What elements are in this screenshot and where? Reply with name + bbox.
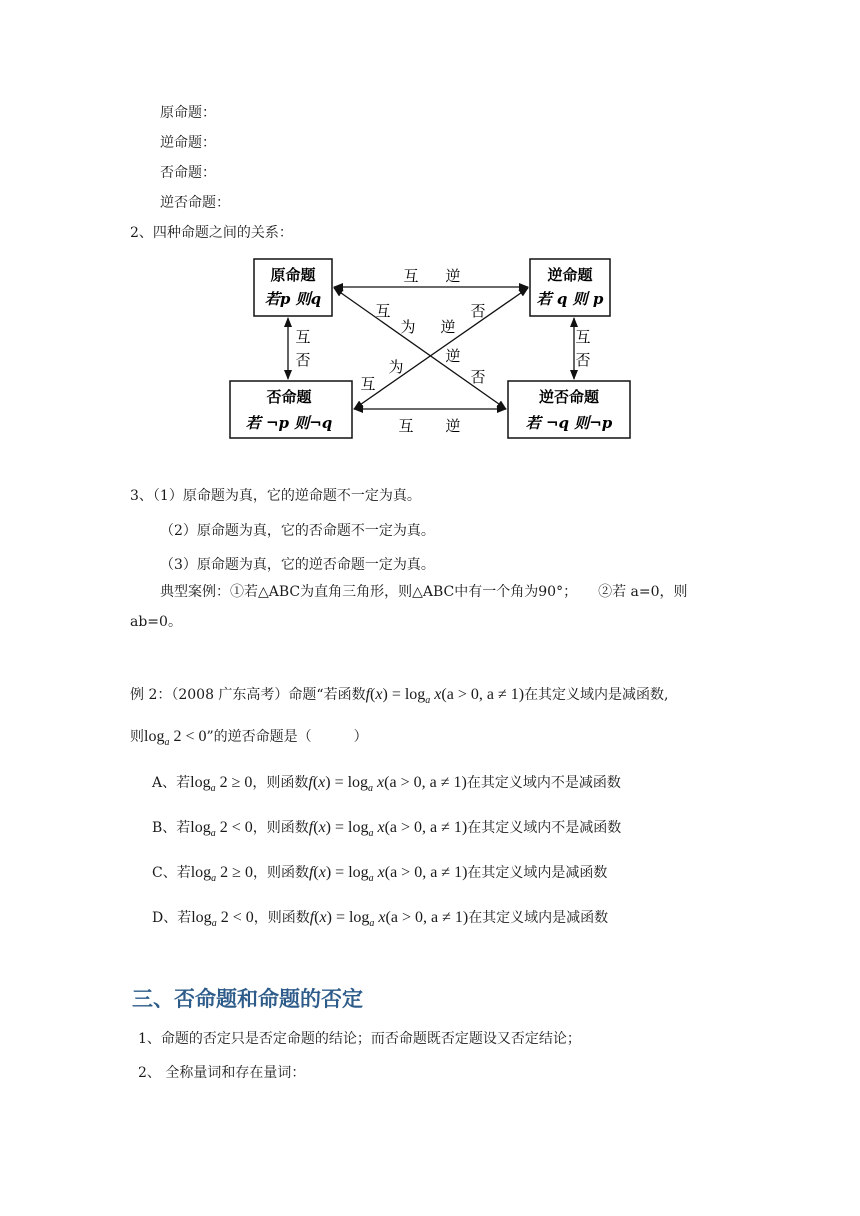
box-contrapositive-title: 逆否命题 [538,388,600,406]
option-b-func: $f(x) = \log_a x$ [308,819,385,839]
label-left-fou: 否 [295,351,311,369]
option-d-cond: (a > 0, a ≠ 1) [385,909,469,926]
label-right-fou: 否 [575,351,591,369]
example-suffix: 在其定义域内是减函数, [524,687,669,703]
option-d-label: D、若 [152,910,192,926]
example-line2 [130,727,368,753]
option-d-end: 在其定义域内是减函数 [468,910,609,926]
label-diag-wei-1: 为 [400,318,416,336]
option-b-end: 在其定义域内不是减函数 [467,820,622,836]
truth-item-2: （2）原命题为真，它的否命题不一定为真。 [160,523,435,539]
truth-item-3: （3）原命题为真，它的逆否命题一定为真。 [160,557,435,573]
box-contrapositive-expr: 若 ¬q 则¬p [525,414,613,432]
label-bottom-ni: 逆 [445,417,461,435]
option-b-log: $\log_a 2$ [190,819,232,839]
box-original-title: 原命题 [270,266,316,284]
example-log-ineq: $\log_a 2 < 0$ [144,728,207,748]
option-c-ineq: ≥ 0 [232,864,253,881]
option-d [152,908,608,934]
option-c-func: $f(x) = \log_a x$ [308,864,385,884]
option-a-ineq: ≥ 0 [231,774,253,791]
box-original-expr: 若p 则q [264,290,322,308]
label-diag-wei-2: 为 [388,358,404,376]
section-heading: 三、否命题和命题的否定 [132,987,363,1011]
option-d-mid: ，则函数 [253,910,310,926]
option-a-end: 在其定义域内不是减函数 [466,775,621,791]
option-a-mid: ，则函数 [252,775,309,791]
label-left-hu: 互 [295,328,311,346]
option-b [152,818,621,844]
option-a-log: $\log_a 2$ [190,774,232,794]
example-line1 [130,685,669,711]
option-a-func: $f(x) = \log_a x$ [308,774,385,794]
option-d-func: $f(x) = \log_a x$ [309,909,386,929]
box-inverse-title: 否命题 [266,388,312,406]
box-converse-title: 逆命题 [547,266,593,284]
def-contrapositive: 逆否命题： [160,195,230,211]
example-line2-prefix: 则 [130,729,144,745]
typical-case-line2: ab=0。 [130,614,182,630]
option-a [152,773,621,799]
box-converse-expr: 若 q 则 p [536,290,604,308]
typical-case-line1: 典型案例：①若△ABC为直角三角形，则△ABC中有一个角为90°； ②若 a=0，则 [160,584,688,600]
label-top-hu: 互 [403,267,419,285]
negation-note-2: 2、 全称量词和存在量词： [138,1065,306,1081]
option-a-label: A、若 [152,775,191,791]
option-c-log: $\log_a 2$ [190,864,233,884]
label-diag-fou-2: 否 [470,368,486,386]
label-right-hu: 互 [575,328,591,346]
option-d-ineq: < 0 [232,909,254,926]
example-function: $f(x) = \log_a x$ [365,686,442,706]
option-c-end: 在其定义域内是减函数 [467,865,608,881]
label-diag-fou-1: 否 [470,302,486,320]
option-c [152,863,607,889]
option-a-cond: (a > 0, a ≠ 1) [384,774,467,791]
label-diag-hu-1: 互 [375,302,391,320]
def-converse: 逆命题： [160,135,216,151]
option-b-ineq: < 0 [231,819,253,836]
option-b-mid: ，则函数 [252,820,309,836]
section2-title: 2、四种命题之间的关系： [130,225,293,241]
label-diag-ni-1: 逆 [440,318,456,336]
truth-item-1: 3、（1）原命题为真，它的逆命题不一定为真。 [130,488,421,504]
option-b-cond: (a > 0, a ≠ 1) [384,819,468,836]
label-diag-hu-2: 互 [360,375,376,393]
def-inverse: 否命题： [160,165,216,181]
label-top-ni: 逆 [445,267,461,285]
def-original: 原命题： [160,105,216,121]
label-diag-ni-2: 逆 [445,347,461,365]
option-c-label: C、若 [152,865,191,881]
label-bottom-hu: 互 [398,417,414,435]
example-prefix: 例 2：（2008 广东高考）命题“若函数 [130,687,366,703]
four-propositions-diagram [228,254,638,444]
negation-note-1: 1、命题的否定只是否定命题的结论；而否命题既否定题设又否定结论； [138,1031,581,1047]
option-c-mid: ，则函数 [252,865,309,881]
option-c-cond: (a > 0, a ≠ 1) [384,864,468,881]
example-line2-suffix: ”的逆否命题是（ ） [206,729,368,745]
box-inverse-expr: 若 ¬p 则¬q [245,414,333,432]
option-d-log: $\log_a 2$ [191,909,233,929]
example-condition: (a > 0, a ≠ 1) [441,686,525,703]
option-b-label: B、若 [152,820,191,836]
